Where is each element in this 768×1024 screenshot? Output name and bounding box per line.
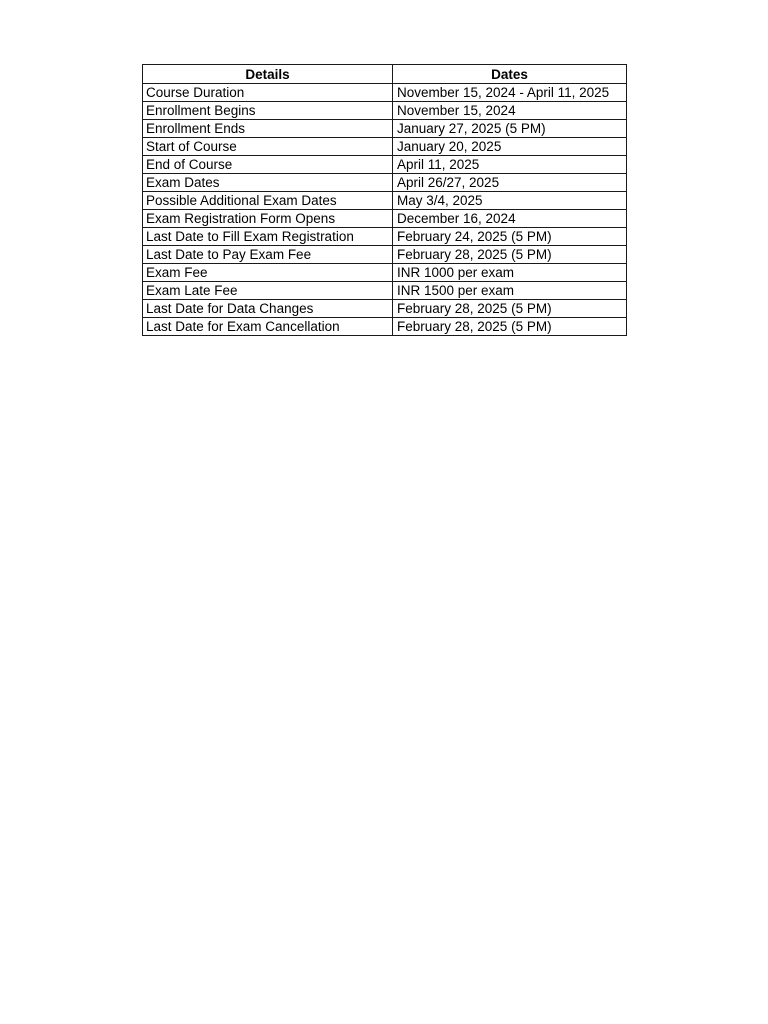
date-cell: INR 1500 per exam xyxy=(393,282,627,300)
header-dates: Dates xyxy=(393,65,627,84)
date-cell: INR 1000 per exam xyxy=(393,264,627,282)
table-row xyxy=(143,210,627,228)
header-details: Details xyxy=(143,65,393,84)
detail-cell: Exam Registration Form Opens xyxy=(143,210,393,228)
date-cell: November 15, 2024 xyxy=(393,102,627,120)
date-cell: February 28, 2025 (5 PM) xyxy=(393,300,627,318)
table-row xyxy=(143,264,627,282)
table-row xyxy=(143,318,627,336)
detail-cell: Last Date for Data Changes xyxy=(143,300,393,318)
table-header-row xyxy=(143,65,627,84)
detail-cell: Enrollment Begins xyxy=(143,102,393,120)
table-row xyxy=(143,174,627,192)
detail-cell: Last Date to Fill Exam Registration xyxy=(143,228,393,246)
table-row xyxy=(143,156,627,174)
detail-cell: Exam Dates xyxy=(143,174,393,192)
table-row xyxy=(143,102,627,120)
date-cell: January 20, 2025 xyxy=(393,138,627,156)
date-cell: December 16, 2024 xyxy=(393,210,627,228)
table-row xyxy=(143,192,627,210)
detail-cell: Start of Course xyxy=(143,138,393,156)
table-row xyxy=(143,300,627,318)
detail-cell: Possible Additional Exam Dates xyxy=(143,192,393,210)
schedule-table xyxy=(142,64,627,336)
date-cell: May 3/4, 2025 xyxy=(393,192,627,210)
date-cell: November 15, 2024 - April 11, 2025 xyxy=(393,84,627,102)
table-row xyxy=(143,228,627,246)
date-cell: February 28, 2025 (5 PM) xyxy=(393,318,627,336)
detail-cell: End of Course xyxy=(143,156,393,174)
date-cell: April 26/27, 2025 xyxy=(393,174,627,192)
table-row xyxy=(143,138,627,156)
detail-cell: Last Date to Pay Exam Fee xyxy=(143,246,393,264)
date-cell: February 24, 2025 (5 PM) xyxy=(393,228,627,246)
detail-cell: Last Date for Exam Cancellation xyxy=(143,318,393,336)
date-cell: January 27, 2025 (5 PM) xyxy=(393,120,627,138)
table-row xyxy=(143,120,627,138)
table-body xyxy=(143,84,627,336)
detail-cell: Exam Fee xyxy=(143,264,393,282)
table-row xyxy=(143,84,627,102)
detail-cell: Exam Late Fee xyxy=(143,282,393,300)
date-cell: April 11, 2025 xyxy=(393,156,627,174)
detail-cell: Course Duration xyxy=(143,84,393,102)
date-cell: February 28, 2025 (5 PM) xyxy=(393,246,627,264)
table-row xyxy=(143,282,627,300)
detail-cell: Enrollment Ends xyxy=(143,120,393,138)
table-row xyxy=(143,246,627,264)
